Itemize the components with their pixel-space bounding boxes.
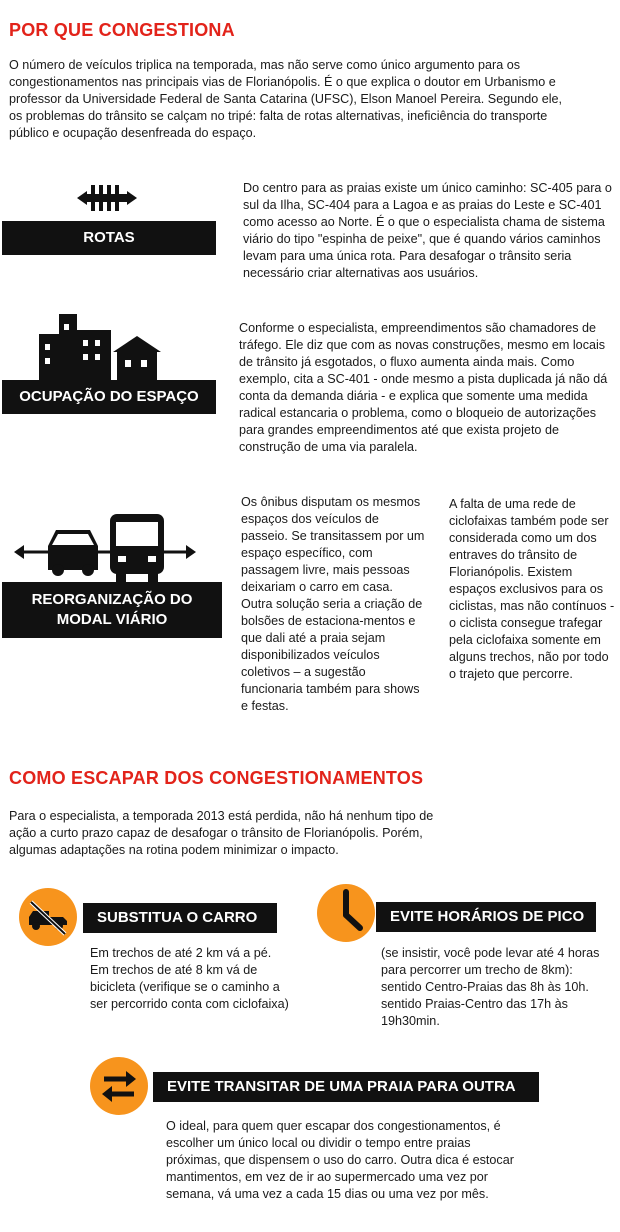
modal-text-left: Os ônibus disputam os mesmos espaços dos veículos de passeio. Se transitassem por um espaço específico, com passagem livre, mais pessoas deixariam o carro em casa. Outra solução seria a criação de bolsões de estaciona-mentos e que dali até a praia sejam disponibilizados veículos coletivos – a sugestão funcionaria também para shows e festas. — [241, 495, 425, 713]
section-intro-escape: Para o especialista, a temporada 2013 está perdida, não há nenhum tipo de ação a curto prazo capaz de desafogar o trânsito de Florianópolis. Porém, algumas adaptações na rotina podem minimizar o impacto. — [9, 809, 434, 857]
car-and-bus-icon — [14, 512, 196, 584]
section-title-why: POR QUE CONGESTIONA — [9, 20, 235, 40]
buildings-icon — [37, 314, 169, 384]
modal-label-line1: REORGANIZAÇÃO DO — [31, 591, 193, 608]
section-intro-why: O número de veículos triplica na temporada, mas não serve como único argumento para os congestionamentos nas principais vias de Florianópolis. É o que explica o doutor em Urbanismo e professor da Universidade Federal de Santa Catarina (UFSC), Elson Manoel Pereira. Segundo ele, os problemas do trânsito se calçam no tripé: falta de rotas alternativas, ineficiência do transporte público e ocupação desenfreada do espaço. — [9, 58, 563, 140]
modal-label-line2: MODAL VIÁRIO — [56, 611, 168, 628]
tip-carro-text: Em trechos de até 2 km vá a pé. Em trechos de até 8 km vá de bicicleta (verifique se o caminho a ser percorrido conta com ciclofaixa) — [90, 946, 289, 1011]
section-title-escape: COMO ESCAPAR DOS CONGESTIONAMENTOS — [9, 768, 424, 788]
rotas-text: Do centro para as praias existe um único caminho: SC-405 para o sul da Ilha, SC-404 para a Lagoa e as praias do Leste e SC-401 como acesso ao Norte. É o que o especialista chama de sistema viário do tipo "espinha de peixe", que é quando vários caminhos levam para uma única rota. Para desafogar o trânsito seria necessário criar alternativas aos usuários. — [243, 181, 612, 280]
modal-text-right: A falta de uma rede de ciclofaixas também pode ser considerada como um dos entraves do trânsito de Florianópolis. Existem espaços exclusivos para os ciclistas, mas não contínuos - o ciclista consegue trafegar pela ciclofaixa somente em alguns trechos, não por todo o trajeto que percorre. — [449, 497, 615, 681]
rotas-label: ROTAS — [2, 221, 216, 255]
tip-praia-label: EVITE TRANSITAR DE UMA PRAIA PARA OUTRA — [153, 1072, 539, 1102]
tip-praia-text: O ideal, para quem quer escapar dos congestionamentos, é escolher um único local ou dividir o tempo entre praias próximas, que dispensem o uso do carro. Outra dica é estocar mantimentos, em vez de ir ao supermercado uma vez por semana, vá uma vez a cada 15 dias ou uma vez por mês. — [166, 1119, 514, 1201]
clock-icon — [317, 884, 375, 942]
tip-carro-label: SUBSTITUA O CARRO — [83, 903, 277, 933]
swap-arrows-icon — [90, 1057, 148, 1115]
ocupacao-text: Conforme o especialista, empreendimentos são chamadores de tráfego. Ele diz que com as novas construções, mesmo em locais de trânsito já esgotados, o fluxo aumenta ainda mais. Como exemplo, cita a SC-401 - onde mesmo a pista duplicada já não dá conta da demanda diária - e explica que somente uma medida radical estancaria o problema, como o bloqueio de autorizações para grandes empreendimentos até que exista projeto de construção de uma via paralela. — [239, 321, 608, 454]
railroad-icon — [77, 182, 137, 214]
modal-label — [2, 582, 222, 638]
tip-pico-label: EVITE HORÁRIOS DE PICO — [376, 902, 596, 932]
tip-pico-text: (se insistir, você pode levar até 4 horas para percorrer um trecho de 8km): sentido Centro-Praias das 8h às 10h. sentido Praias-Centro das 17h às 19h30min. — [381, 946, 600, 1028]
ocupacao-label: OCUPAÇÃO DO ESPAÇO — [2, 380, 216, 414]
no-car-icon — [19, 888, 77, 946]
